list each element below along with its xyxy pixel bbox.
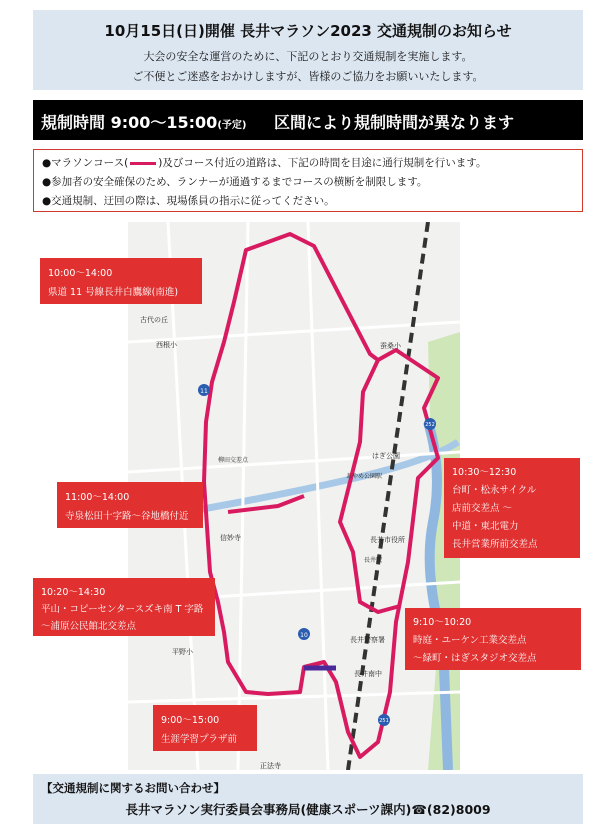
notice-line-1 bbox=[42, 155, 486, 170]
callout-3-time: 10:20～14:30 bbox=[41, 587, 106, 598]
label-hirayama: 平野小 bbox=[172, 648, 193, 656]
page-title: 10月15日(日)開催 長井マラソン2023 交通規制のお知らせ bbox=[104, 22, 512, 40]
route-252-label: 252 bbox=[425, 422, 435, 428]
label-ayame-station: あやめ公園駅 bbox=[346, 473, 383, 480]
callout-3-line-2: ～浦原公民館北交差点 bbox=[41, 621, 137, 632]
contact-body: 長井マラソン実行委員会事務局(健康スポーツ課内)☎(82)8009 bbox=[125, 802, 491, 817]
intro-line-2: ご不便とご迷惑をおかけしますが、皆様のご協力をお願いいたします。 bbox=[132, 70, 484, 83]
callout-5-line-1: 台町・松永サイクル bbox=[452, 485, 537, 496]
callout-5-line-3: 中道・東北電力 bbox=[452, 521, 519, 532]
label-nagai-police: 長井警察署 bbox=[350, 636, 385, 644]
callout-4-line-1: 生涯学習プラザ前 bbox=[161, 734, 238, 745]
regulation-time-text bbox=[41, 110, 514, 133]
label-nagai-station: 長井駅 bbox=[364, 557, 383, 564]
notice-box bbox=[33, 149, 583, 212]
callout-2-line-1: 寺泉松田十字路～谷地橋付近 bbox=[65, 511, 189, 522]
intro-line-1: 大会の安全な運営のために、下記のとおり交通規制を実施します。 bbox=[143, 50, 473, 63]
regulation-time-bar bbox=[33, 100, 583, 140]
label-nishine: 西根小 bbox=[156, 341, 177, 349]
callout-3-line-1: 平山・コピーセンタースズキ南 T 字路 bbox=[41, 604, 204, 615]
label-shinzoji: 信妙寺 bbox=[220, 534, 241, 542]
label-kotatsuno: 古代の丘 bbox=[140, 316, 168, 324]
label-shojoji: 正法寺 bbox=[260, 762, 281, 770]
label-nagai-minami: 長井南中 bbox=[354, 670, 382, 678]
callout-5-time: 10:30～12:30 bbox=[452, 467, 517, 478]
label-fukuchi: 柳田交差点 bbox=[218, 457, 249, 464]
course-legend-line bbox=[130, 162, 156, 165]
label-nagai-city: 長井市役所 bbox=[370, 536, 405, 544]
regulation-time-label: 規制時間 9:00～15:00 bbox=[41, 113, 218, 132]
notice-line-1-after: )及びコース付近の道路は、下記の時間を目途に通行規制を行います。 bbox=[158, 157, 487, 169]
callout-6-line-2: ～緑町・はぎスタジオ交差点 bbox=[413, 653, 537, 664]
regulation-time-message: 区間により規制時間が異なります bbox=[274, 113, 515, 132]
callout-hirayama bbox=[33, 578, 215, 636]
callout-4-time: 9:00～15:00 bbox=[161, 715, 220, 726]
notice-line-1-before: ●マラソンコース( bbox=[42, 157, 129, 169]
header-panel bbox=[33, 10, 583, 90]
route-251-label: 251 bbox=[379, 718, 389, 724]
callout-plaza bbox=[153, 705, 257, 751]
callout-2-time: 11:00～14:00 bbox=[65, 492, 130, 503]
callout-5-line-4: 長井営業所前交差点 bbox=[452, 539, 538, 550]
route-10-label: 10 bbox=[300, 632, 308, 639]
callout-6-line-1: 時庭・ユーケン工業交差点 bbox=[413, 635, 527, 646]
callout-1-line-1: 県道 11 号線長井白鷹線(南進) bbox=[48, 287, 179, 298]
callout-route-11 bbox=[40, 258, 202, 304]
label-kanbun: 蚕桑小 bbox=[380, 342, 401, 350]
contact-heading: 【交通規制に関するお問い合わせ】 bbox=[41, 781, 225, 795]
callout-5-line-2: 店前交差点 ～ bbox=[452, 503, 513, 514]
callout-terasumi bbox=[57, 482, 203, 528]
callout-6-time: 9:10～10:20 bbox=[413, 617, 472, 628]
notice-line-2: ●参加者の安全確保のため、ランナーが通過するまでコースの横断を制限します。 bbox=[42, 176, 428, 188]
label-hagi-park: はぎ公園 bbox=[372, 452, 400, 460]
callout-tokiniwa bbox=[405, 608, 581, 670]
regulation-time-note: (予定) bbox=[217, 120, 247, 131]
callout-daimachi bbox=[444, 458, 580, 558]
notice-line-3: ●交通規制、迂回の際は、現場係員の指示に従ってください。 bbox=[42, 195, 335, 207]
route-11-label: 11 bbox=[200, 388, 208, 395]
callout-1-time: 10:00～14:00 bbox=[48, 268, 113, 279]
contact-panel bbox=[33, 774, 583, 824]
